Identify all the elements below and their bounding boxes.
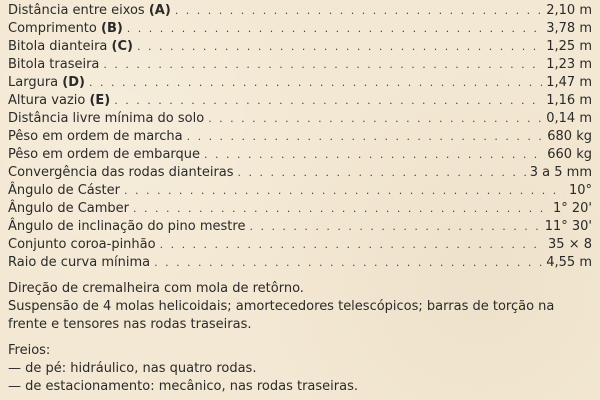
spec-label-text: Bitola dianteira: [8, 39, 108, 54]
spec-row-running-weight: [8, 128, 594, 146]
spec-row-camber-angle: [8, 200, 594, 218]
spec-value: 0,14 m: [546, 111, 592, 126]
spec-label: [8, 200, 129, 218]
spec-value: 3 a 5 mm: [529, 165, 592, 180]
spec-value: 680 kg: [547, 129, 592, 144]
spec-label-text: Comprimento: [8, 21, 97, 36]
spec-label: [8, 164, 234, 182]
leader-dots: [154, 254, 542, 272]
suspension-note: Suspensão de 4 molas helicoidais; amortecedores telescópicos; barras de torção na frente e tensores nas rodas traseiras.: [8, 299, 555, 332]
brakes-title: Freios:: [8, 343, 51, 358]
leader-dots: [249, 218, 540, 236]
spec-label: [8, 236, 156, 254]
spec-value: 3,78 m: [546, 21, 592, 36]
spec-letter: (D): [62, 75, 85, 90]
leader-dots: [127, 20, 542, 38]
spec-label: [8, 182, 120, 200]
spec-value: 35 × 8: [548, 237, 592, 252]
spec-label-text: Pêso em ordem de marcha: [8, 129, 183, 144]
spec-letter: (A): [148, 3, 171, 18]
specifications-list: [8, 2, 594, 272]
spec-label-text: Pêso em ordem de embarque: [8, 147, 201, 162]
spec-value: 2,10 m: [546, 3, 592, 18]
leader-dots: [175, 2, 542, 20]
leader-dots: [89, 74, 542, 92]
spec-label-text: Raio de curva mínima: [8, 255, 151, 270]
spec-value: 1,47 m: [546, 75, 592, 90]
spec-value: 4,55 m: [546, 255, 592, 270]
leader-dots: [103, 56, 542, 74]
spec-label: [8, 254, 150, 272]
spec-row-ground-clearance: [8, 110, 594, 128]
leader-dots: [187, 128, 544, 146]
leader-dots: [133, 200, 549, 218]
spec-letter: (E): [89, 93, 111, 108]
spec-label-text: Bitola traseira: [8, 57, 100, 72]
spec-value: 1,25 m: [546, 39, 592, 54]
spec-label-text: Convergência das rodas dianteiras: [8, 165, 234, 180]
spec-row-kingpin-inclination: [8, 218, 594, 236]
spec-label: [8, 20, 123, 38]
spec-row-turning-radius: [8, 254, 594, 272]
notes-section: [8, 280, 594, 396]
spec-value: 660 kg: [547, 147, 592, 162]
spec-value: 11° 30': [544, 219, 592, 234]
leader-dots: [160, 236, 544, 254]
spec-label: [8, 218, 245, 236]
steering-note: Direção de cremalheira com mola de retôrno.: [8, 281, 304, 296]
spec-value: 1,23 m: [546, 57, 592, 72]
spec-label: [8, 110, 204, 128]
leader-dots: [114, 92, 542, 110]
spec-label-text: Largura: [8, 75, 59, 90]
spec-label: [8, 146, 200, 164]
leader-dots: [238, 164, 526, 182]
leader-dots: [124, 182, 565, 200]
spec-row-caster-angle: [8, 182, 594, 200]
leader-dots: [208, 110, 542, 128]
spec-row-shipping-weight: [8, 146, 594, 164]
spec-label-text: Ângulo de Cáster: [8, 183, 120, 198]
spec-label-text: Distância livre mínima do solo: [8, 111, 205, 126]
spec-value: 10°: [568, 183, 592, 198]
spec-value: 1,16 m: [546, 93, 592, 108]
spec-label: [8, 128, 183, 146]
spec-label-text: Altura vazio: [8, 93, 86, 108]
spec-label-text: Distância entre eixos: [8, 3, 145, 18]
spec-value: 1° 20': [552, 201, 592, 216]
spec-row-ring-pinion: [8, 236, 594, 254]
brake-item: — de pé: hidráulico, nas quatro rodas.: [8, 361, 257, 376]
spec-label-text: Ângulo de Camber: [8, 201, 130, 216]
spec-row-width: [8, 74, 594, 92]
spec-letter: (C): [111, 39, 133, 54]
spec-label-text: Ângulo de inclinação do pino mestre: [8, 219, 246, 234]
spec-row-length: [8, 20, 594, 38]
spec-label-text: Conjunto coroa-pinhão: [8, 237, 156, 252]
spec-row-wheelbase: [8, 2, 594, 20]
spec-row-rear-track: [8, 56, 594, 74]
spec-label: [8, 56, 99, 74]
spec-label: [8, 74, 85, 92]
spec-row-toe-in: [8, 164, 594, 182]
leader-dots: [137, 38, 542, 56]
spec-row-height: [8, 92, 594, 110]
spec-label: [8, 38, 133, 56]
brake-item: — de estacionamento: mecânico, nas rodas traseiras.: [8, 379, 358, 394]
spec-letter: (B): [101, 21, 123, 36]
spec-label: [8, 2, 171, 20]
spec-label: [8, 92, 110, 110]
leader-dots: [204, 146, 543, 164]
spec-row-front-track: [8, 38, 594, 56]
